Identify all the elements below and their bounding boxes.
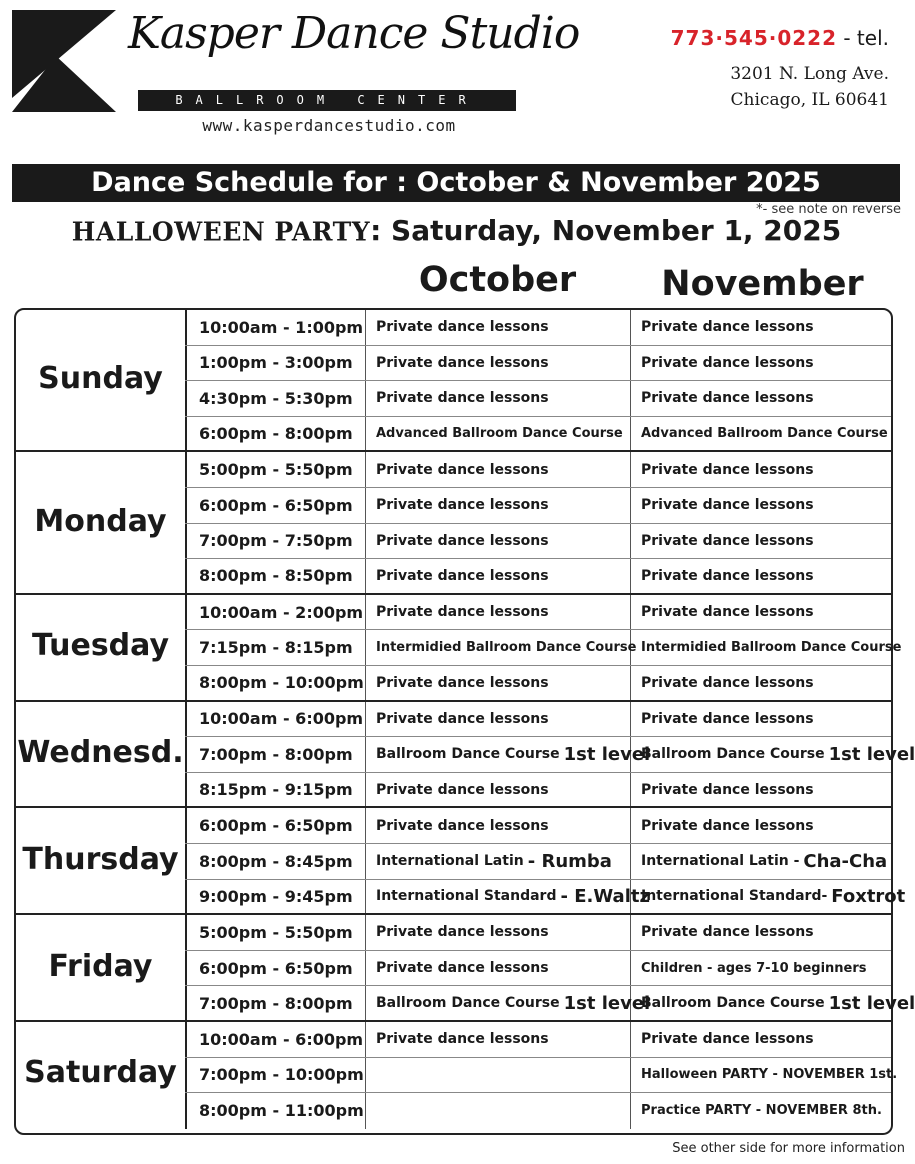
activity-text: Private dance lessons xyxy=(376,319,549,336)
activity-text: Ballroom Dance Course xyxy=(641,746,825,763)
october-activity-cell xyxy=(366,986,651,1020)
october-activity-cell xyxy=(366,630,637,665)
day-label: Tuesday xyxy=(31,628,170,664)
time-cell: 6:00pm - 6:50pm xyxy=(185,951,366,986)
table-row xyxy=(185,880,906,916)
party-date: : Saturday, November 1, 2025 xyxy=(370,214,842,247)
time-cell: 7:00pm - 8:00pm xyxy=(185,737,366,772)
november-activity-cell xyxy=(631,951,891,986)
activity-highlight: Cha-Cha xyxy=(803,850,888,872)
november-activity-cell xyxy=(631,524,891,559)
activity-text: Private dance lessons xyxy=(376,532,549,549)
activity-text: Private dance lessons xyxy=(641,354,814,371)
activity-text: Private dance lessons xyxy=(376,354,549,371)
time-cell: 8:00pm - 11:00pm xyxy=(185,1093,366,1129)
november-activity-cell xyxy=(631,666,891,700)
table-row xyxy=(185,524,891,560)
activity-text: Private dance lessons xyxy=(376,461,549,478)
table-row xyxy=(185,595,891,631)
activity-text: Private dance lessons xyxy=(376,604,549,621)
november-activity-cell xyxy=(631,986,915,1020)
november-activity-cell xyxy=(631,1058,898,1093)
studio-brand-name: Kasper Dance Studio xyxy=(128,8,580,59)
activity-text: Halloween PARTY - NOVEMBER 1st. xyxy=(641,1067,898,1083)
time-cell: 5:00pm - 5:50pm xyxy=(185,452,366,487)
november-activity-cell xyxy=(631,417,891,451)
time-cell: 7:00pm - 10:00pm xyxy=(185,1058,366,1093)
activity-text: Private dance lessons xyxy=(641,1031,814,1048)
time-cell: 10:00am - 2:00pm xyxy=(185,595,366,630)
october-activity-cell xyxy=(366,488,631,523)
november-activity-cell xyxy=(631,452,891,487)
ballroom-center-bar: BALLROOM CENTER xyxy=(138,90,516,111)
october-activity-cell xyxy=(366,1022,631,1057)
day-label: Wednesd. xyxy=(17,734,184,770)
time-cell: 1:00pm - 3:00pm xyxy=(185,346,366,381)
activity-highlight: - E.Waltz xyxy=(560,885,650,907)
table-row xyxy=(185,986,915,1022)
activity-text: Private dance lessons xyxy=(641,674,814,691)
time-cell: 7:00pm - 8:00pm xyxy=(185,986,366,1020)
october-activity-cell xyxy=(366,737,651,772)
studio-logo-icon xyxy=(12,10,116,112)
november-activity-cell xyxy=(631,702,891,737)
activity-text: Private dance lessons xyxy=(641,781,814,798)
october-activity-cell xyxy=(366,346,631,381)
activity-text: Children - ages 7-10 beginners xyxy=(641,960,867,976)
day-block xyxy=(16,915,185,1022)
time-cell: 8:00pm - 8:45pm xyxy=(185,844,366,879)
activity-text: Private dance lessons xyxy=(376,390,549,407)
october-activity-cell xyxy=(366,880,650,914)
activity-text: Private dance lessons xyxy=(376,924,549,941)
activity-highlight: 1st level xyxy=(828,743,915,765)
time-cell: 9:00pm - 9:45pm xyxy=(185,880,366,914)
table-row xyxy=(185,452,891,488)
activity-text: Private dance lessons xyxy=(376,960,549,977)
time-cell: 10:00am - 6:00pm xyxy=(185,702,366,737)
day-block xyxy=(16,595,185,702)
activity-text: International Latin xyxy=(376,853,524,870)
november-activity-cell xyxy=(631,559,891,593)
table-row xyxy=(185,488,891,524)
activity-highlight: Foxtrot xyxy=(831,885,906,907)
time-cell: 4:30pm - 5:30pm xyxy=(185,381,366,416)
october-activity-cell xyxy=(366,1058,631,1093)
november-activity-cell xyxy=(631,310,891,345)
october-activity-cell xyxy=(366,310,631,345)
table-row xyxy=(185,737,915,773)
october-activity-cell xyxy=(366,666,631,700)
november-activity-cell xyxy=(631,1093,891,1129)
october-activity-cell xyxy=(366,844,631,879)
activity-text: Private dance lessons xyxy=(641,461,814,478)
activity-text: Intermidied Ballroom Dance Course xyxy=(376,640,637,656)
activity-text: Private dance lessons xyxy=(641,497,814,514)
activity-text: Private dance lessons xyxy=(641,924,814,941)
schedule-title: Dance Schedule for : October & November 2025 xyxy=(12,164,900,202)
time-cell: 10:00am - 1:00pm xyxy=(185,310,366,345)
november-activity-cell xyxy=(631,381,891,416)
table-row xyxy=(185,1058,898,1094)
table-row xyxy=(185,773,891,809)
time-cell: 7:15pm - 8:15pm xyxy=(185,630,366,665)
table-row xyxy=(185,666,891,702)
activity-text: Private dance lessons xyxy=(641,710,814,727)
party-label: HALLOWEEN PARTY xyxy=(71,216,371,247)
october-activity-cell xyxy=(366,524,631,559)
day-block xyxy=(16,1022,185,1129)
activity-text: Practice PARTY - NOVEMBER 8th. xyxy=(641,1103,882,1119)
table-row xyxy=(185,310,891,346)
schedule-table xyxy=(14,308,915,1135)
activity-text: Advanced Ballroom Dance Course xyxy=(376,426,623,442)
phone-number xyxy=(671,26,889,50)
activity-text: Private dance lessons xyxy=(641,817,814,834)
october-activity-cell xyxy=(366,702,631,737)
table-row xyxy=(185,844,891,880)
october-activity-cell xyxy=(366,773,631,807)
halloween-party-heading xyxy=(0,214,913,247)
table-row xyxy=(185,951,891,987)
october-activity-cell xyxy=(366,452,631,487)
reverse-note: *- see note on reverse xyxy=(756,202,901,217)
table-row xyxy=(185,1022,891,1058)
activity-text: Ballroom Dance Course xyxy=(376,995,560,1012)
table-row xyxy=(185,559,891,595)
activity-text: Private dance lessons xyxy=(376,497,549,514)
table-row xyxy=(185,381,891,417)
table-row xyxy=(185,417,891,453)
day-label: Monday xyxy=(34,503,167,539)
activity-text: Private dance lessons xyxy=(376,710,549,727)
activity-text: Ballroom Dance Course xyxy=(641,995,825,1012)
table-row xyxy=(185,346,891,382)
october-activity-cell xyxy=(366,1093,631,1129)
activity-highlight: - Rumba xyxy=(527,850,612,872)
november-activity-cell xyxy=(631,773,891,807)
november-activity-cell xyxy=(631,844,891,879)
time-cell: 6:00pm - 8:00pm xyxy=(185,417,366,451)
address-line1: 3201 N. Long Ave. xyxy=(730,64,889,84)
activity-text: International Standard- xyxy=(641,888,828,905)
month-header-november: November xyxy=(661,264,864,304)
day-label: Thursday xyxy=(22,841,179,877)
november-activity-cell xyxy=(631,346,891,381)
november-activity-cell xyxy=(631,1022,891,1057)
november-activity-cell xyxy=(631,488,891,523)
footer-note: See other side for more information xyxy=(672,1141,905,1156)
month-header-october: October xyxy=(418,260,577,300)
october-activity-cell xyxy=(366,915,631,950)
activity-highlight: 1st level xyxy=(563,743,651,765)
activity-text: Private dance lessons xyxy=(376,781,549,798)
november-activity-cell xyxy=(631,595,891,630)
activity-text: Private dance lessons xyxy=(376,817,549,834)
website-link[interactable]: www.kasperdancestudio.com xyxy=(202,116,456,135)
november-activity-cell xyxy=(631,737,915,772)
october-activity-cell xyxy=(366,559,631,593)
november-activity-cell xyxy=(631,630,902,665)
activity-text: Private dance lessons xyxy=(376,1031,549,1048)
day-block xyxy=(16,310,185,452)
october-activity-cell xyxy=(366,595,631,630)
activity-text: International Latin - xyxy=(641,853,800,870)
activity-highlight: 1st level xyxy=(563,992,651,1014)
activity-text: Private dance lessons xyxy=(376,567,549,584)
activity-text: Private dance lessons xyxy=(641,604,814,621)
table-row xyxy=(185,915,891,951)
day-label: Saturday xyxy=(24,1055,177,1091)
october-activity-cell xyxy=(366,951,631,986)
time-cell: 5:00pm - 5:50pm xyxy=(185,915,366,950)
activity-text: Private dance lessons xyxy=(641,532,814,549)
table-row xyxy=(185,630,902,666)
activity-highlight: 1st level xyxy=(828,992,915,1014)
activity-text: Private dance lessons xyxy=(641,390,814,407)
phone-digits[interactable]: 773·545·0222 xyxy=(670,26,837,50)
address-line2: Chicago, IL 60641 xyxy=(730,90,889,110)
activity-text: Private dance lessons xyxy=(641,567,814,584)
activity-text: Private dance lessons xyxy=(376,674,549,691)
time-cell: 8:00pm - 8:50pm xyxy=(185,559,366,593)
november-activity-cell xyxy=(631,880,906,914)
day-label: Friday xyxy=(48,948,153,984)
day-block xyxy=(16,702,185,809)
table-row xyxy=(185,1093,891,1129)
november-activity-cell xyxy=(631,915,891,950)
table-row xyxy=(185,808,891,844)
activity-text: Private dance lessons xyxy=(641,319,814,336)
time-cell: 8:00pm - 10:00pm xyxy=(185,666,366,700)
activity-text: Intermidied Ballroom Dance Course xyxy=(641,640,902,656)
table-row xyxy=(185,702,891,738)
activity-text: International Standard xyxy=(376,888,557,905)
time-cell: 10:00am - 6:00pm xyxy=(185,1022,366,1057)
november-activity-cell xyxy=(631,808,891,843)
activity-text: Ballroom Dance Course xyxy=(376,746,560,763)
october-activity-cell xyxy=(366,808,631,843)
october-activity-cell xyxy=(366,381,631,416)
october-activity-cell xyxy=(366,417,631,451)
activity-text: Advanced Ballroom Dance Course xyxy=(641,426,888,442)
day-label: Sunday xyxy=(38,361,163,397)
day-block xyxy=(16,808,185,915)
time-cell: 8:15pm - 9:15pm xyxy=(185,773,366,807)
time-cell: 6:00pm - 6:50pm xyxy=(185,488,366,523)
time-cell: 6:00pm - 6:50pm xyxy=(185,808,366,843)
phone-suffix: - tel. xyxy=(837,26,889,50)
day-block xyxy=(16,452,185,594)
time-cell: 7:00pm - 7:50pm xyxy=(185,524,366,559)
